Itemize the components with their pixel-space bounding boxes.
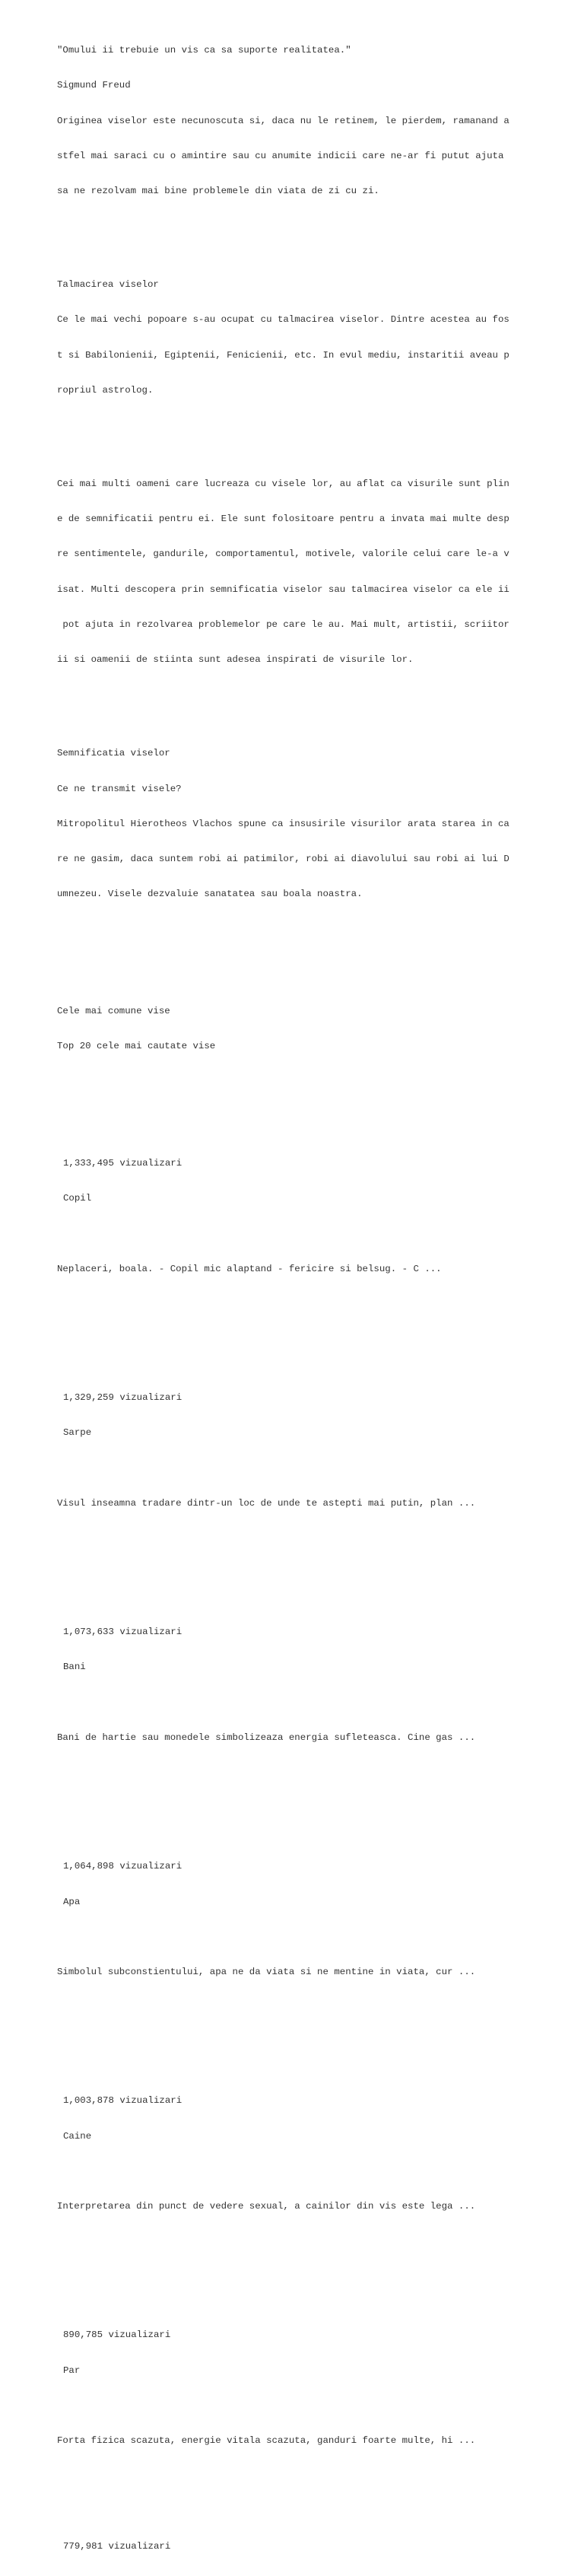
semnificatia-paragraph-line: re ne gasim, daca suntem robi ai patimilor, robi ai diavolului sau robi ai lui D bbox=[57, 853, 509, 864]
section-heading-common-dreams: Cele mai comune vise bbox=[57, 1005, 170, 1016]
quote-author: Sigmund Freud bbox=[57, 80, 131, 91]
semnificatia-paragraph-line: umnezeu. Visele dezvaluie sanatatea sau boala noastra. bbox=[57, 889, 363, 900]
dream-excerpt: Interpretarea din punct de vedere sexual, a cainilor din vis este lega ... bbox=[57, 2200, 476, 2212]
talmacirea-paragraph-line: Ce le mai vechi popoare s-au ocupat cu talmacirea viselor. Dintre acestea au fos bbox=[57, 314, 509, 326]
talmacirea-paragraph-line: t si Babilonienii, Egiptenii, Fenicienii, etc. In evul mediu, instaritii aveau p bbox=[57, 349, 509, 361]
talmacirea-paragraph2-line: ii si oamenii de stiinta sunt adesea inspirati de visurile lor. bbox=[57, 654, 414, 666]
talmacirea-paragraph2-line: re sentimentele, gandurile, comportamentul, motivele, valorile celui care le-a v bbox=[57, 549, 509, 560]
freud-quote: "Omului ii trebuie un vis ca sa suporte realitatea." bbox=[57, 45, 351, 56]
view-count: 1,064,898 vizualizari bbox=[63, 1861, 182, 1872]
list-item bbox=[57, 2072, 574, 2272]
view-count: 1,333,495 vizualizari bbox=[63, 1158, 182, 1169]
dream-title-link[interactable]: Bani bbox=[63, 1662, 86, 1673]
intro-paragraph-line: stfel mai saraci cu o amintire sau cu anumite indicii care ne-ar fi putut ajuta bbox=[57, 150, 504, 161]
dream-excerpt: Visul inseamna tradare dintr-un loc de unde te astepti mai putin, plan ... bbox=[57, 1497, 476, 1509]
list-item bbox=[57, 1603, 574, 1802]
list-item bbox=[57, 1838, 574, 2037]
talmacirea-paragraph2-line: pot ajuta in rezolvarea problemelor pe care le au. Mai mult, artistii, scriitor bbox=[57, 619, 509, 630]
talmacirea-paragraph2-line: isat. Multi descopera prin semnificatia viselor sau talmacirea viselor ca ele ii bbox=[57, 584, 509, 595]
dream-title-link[interactable]: Par bbox=[63, 2365, 81, 2376]
talmacirea-paragraph2-line: e de semnificatii pentru ei. Ele sunt folositoare pentru a invata mai multe desp bbox=[57, 514, 509, 525]
talmacirea-paragraph-line: ropriul astrolog. bbox=[57, 384, 154, 396]
section-heading-talmacirea: Talmacirea viselor bbox=[57, 279, 159, 291]
intro-paragraph-line: sa ne rezolvam mai bine problemele din viata de zi cu zi. bbox=[57, 186, 379, 197]
dream-excerpt: Neplaceri, boala. - Copil mic alaptand - fericire si belsug. - C ... bbox=[57, 1263, 442, 1274]
view-count: 779,981 vizualizari bbox=[63, 2540, 171, 2552]
dream-excerpt: Bani de hartie sau monedele simbolizeaza energia sufleteasca. Cine gas ... bbox=[57, 1732, 476, 1743]
section-subheading: Ce ne transmit visele? bbox=[57, 783, 182, 794]
view-count: 1,073,633 vizualizari bbox=[63, 1627, 182, 1638]
dream-title-link[interactable]: Sarpe bbox=[63, 1427, 92, 1439]
view-count: 1,003,878 vizualizari bbox=[63, 2095, 182, 2107]
list-item bbox=[57, 2307, 574, 2506]
dream-title-link[interactable]: Apa bbox=[63, 1896, 81, 1907]
talmacirea-paragraph2-line: Cei mai multi oameni care lucreaza cu visele lor, au aflat ca visurile sunt plin bbox=[57, 479, 509, 490]
dream-title-link[interactable]: Caine bbox=[63, 2130, 92, 2142]
intro-paragraph-line: Originea viselor este necunoscuta si, daca nu le retinem, le pierdem, ramanand a bbox=[57, 115, 509, 126]
dream-title-link[interactable]: Copil bbox=[63, 1193, 92, 1204]
dream-excerpt: Simbolul subconstientului, apa ne da viata si ne mentine in viata, cur ... bbox=[57, 1966, 476, 1977]
document-page bbox=[57, 10, 574, 2576]
top-dreams-link[interactable]: Top 20 cele mai cautate vise bbox=[57, 1041, 216, 1052]
view-count: 1,329,259 vizualizari bbox=[63, 1392, 182, 1404]
list-item bbox=[57, 1134, 574, 1334]
list-item bbox=[57, 1369, 574, 1568]
dream-excerpt: Forta fizica scazuta, energie vitala scazuta, ganduri foarte multe, hi ... bbox=[57, 2435, 476, 2447]
view-count: 890,785 vizualizari bbox=[63, 2330, 171, 2341]
section-heading-semnificatia: Semnificatia viselor bbox=[57, 748, 170, 759]
semnificatia-paragraph-line: Mitropolitul Hierotheos Vlachos spune ca insusirile visurilor arata starea in ca bbox=[57, 818, 509, 829]
